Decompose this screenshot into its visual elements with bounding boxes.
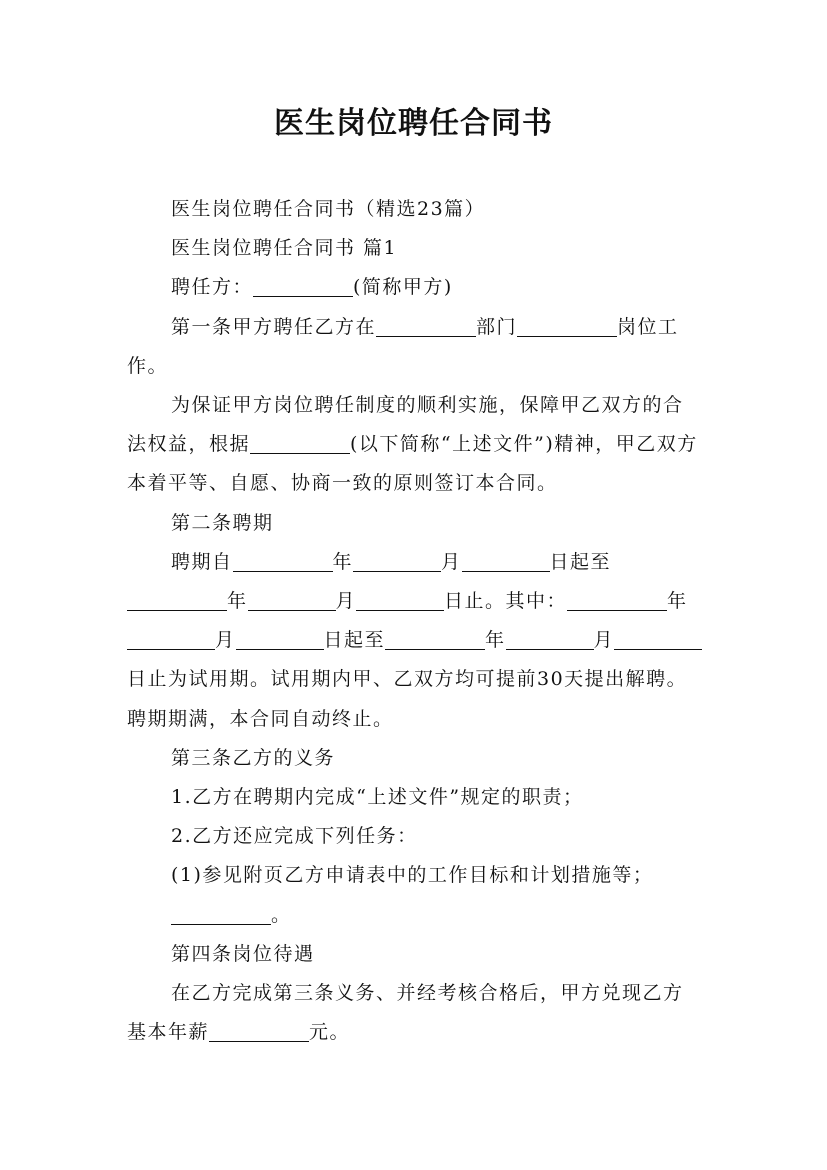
blank-line <box>127 629 215 650</box>
blank-line <box>253 276 353 297</box>
blank-line <box>376 316 476 337</box>
blank-line <box>233 551 333 572</box>
blank-line <box>462 551 550 572</box>
paragraph-duty-2-item-1: (1)参见附页乙方申请表中的工作目标和计划措施等； <box>171 864 654 887</box>
paragraph-chapter: 医生岗位聘任合同书 篇1 <box>171 237 398 260</box>
paragraph-term: 聘期自 年 月 日起至年 月 日止。其中： 年月 日起至 年 月日止为试用期。试用期内甲、乙双方均可提前30天提出解聘。聘期期满，本合同自动终止。 <box>127 543 703 739</box>
paragraph-article-2-heading: 第二条聘期 <box>171 511 274 534</box>
blank-line <box>127 590 227 611</box>
paragraph-purpose: 为保证甲方岗位聘任制度的顺利实施，保障甲乙双方的合法权益，根据 (以下简称“上述文件”)精神，甲乙双方本着平等、自愿、协商一致的原则签订本合同。 <box>127 394 698 495</box>
blank-line <box>517 316 617 337</box>
blank-line <box>614 629 702 650</box>
paragraph-salary: 在乙方完成第三条义务、并经考核合格后，甲方兑现乙方基本年薪 元。 <box>127 982 684 1044</box>
blank-line <box>506 629 594 650</box>
blank-line <box>248 590 336 611</box>
paragraph-article-4-heading: 第四条岗位待遇 <box>171 942 315 965</box>
blank-line <box>385 629 485 650</box>
blank-line <box>171 904 271 925</box>
document-title: 医生岗位聘任合同书 <box>274 106 553 141</box>
blank-line <box>567 590 667 611</box>
paragraph-duty-1: 1.乙方在聘期内完成“上述文件”规定的职责； <box>171 786 584 809</box>
paragraph-employer: 聘任方： (简称甲方) <box>171 276 453 299</box>
blank-line <box>250 433 350 454</box>
blank-line <box>236 629 324 650</box>
paragraph-duty-2: 2.乙方还应完成下列任务： <box>171 825 418 848</box>
blank-line <box>356 590 444 611</box>
blank-line <box>353 551 441 572</box>
blank-line <box>209 1021 309 1042</box>
paragraph-duty-2-item-2: 。 <box>127 896 703 935</box>
document-body <box>127 190 703 1052</box>
paragraph-article-1: 第一条甲方聘任乙方在 部门 岗位工作。 <box>127 315 679 377</box>
paragraph-article-3-heading: 第三条乙方的义务 <box>171 746 336 769</box>
paragraph-subtitle: 医生岗位聘任合同书（精选23篇） <box>171 198 486 220</box>
